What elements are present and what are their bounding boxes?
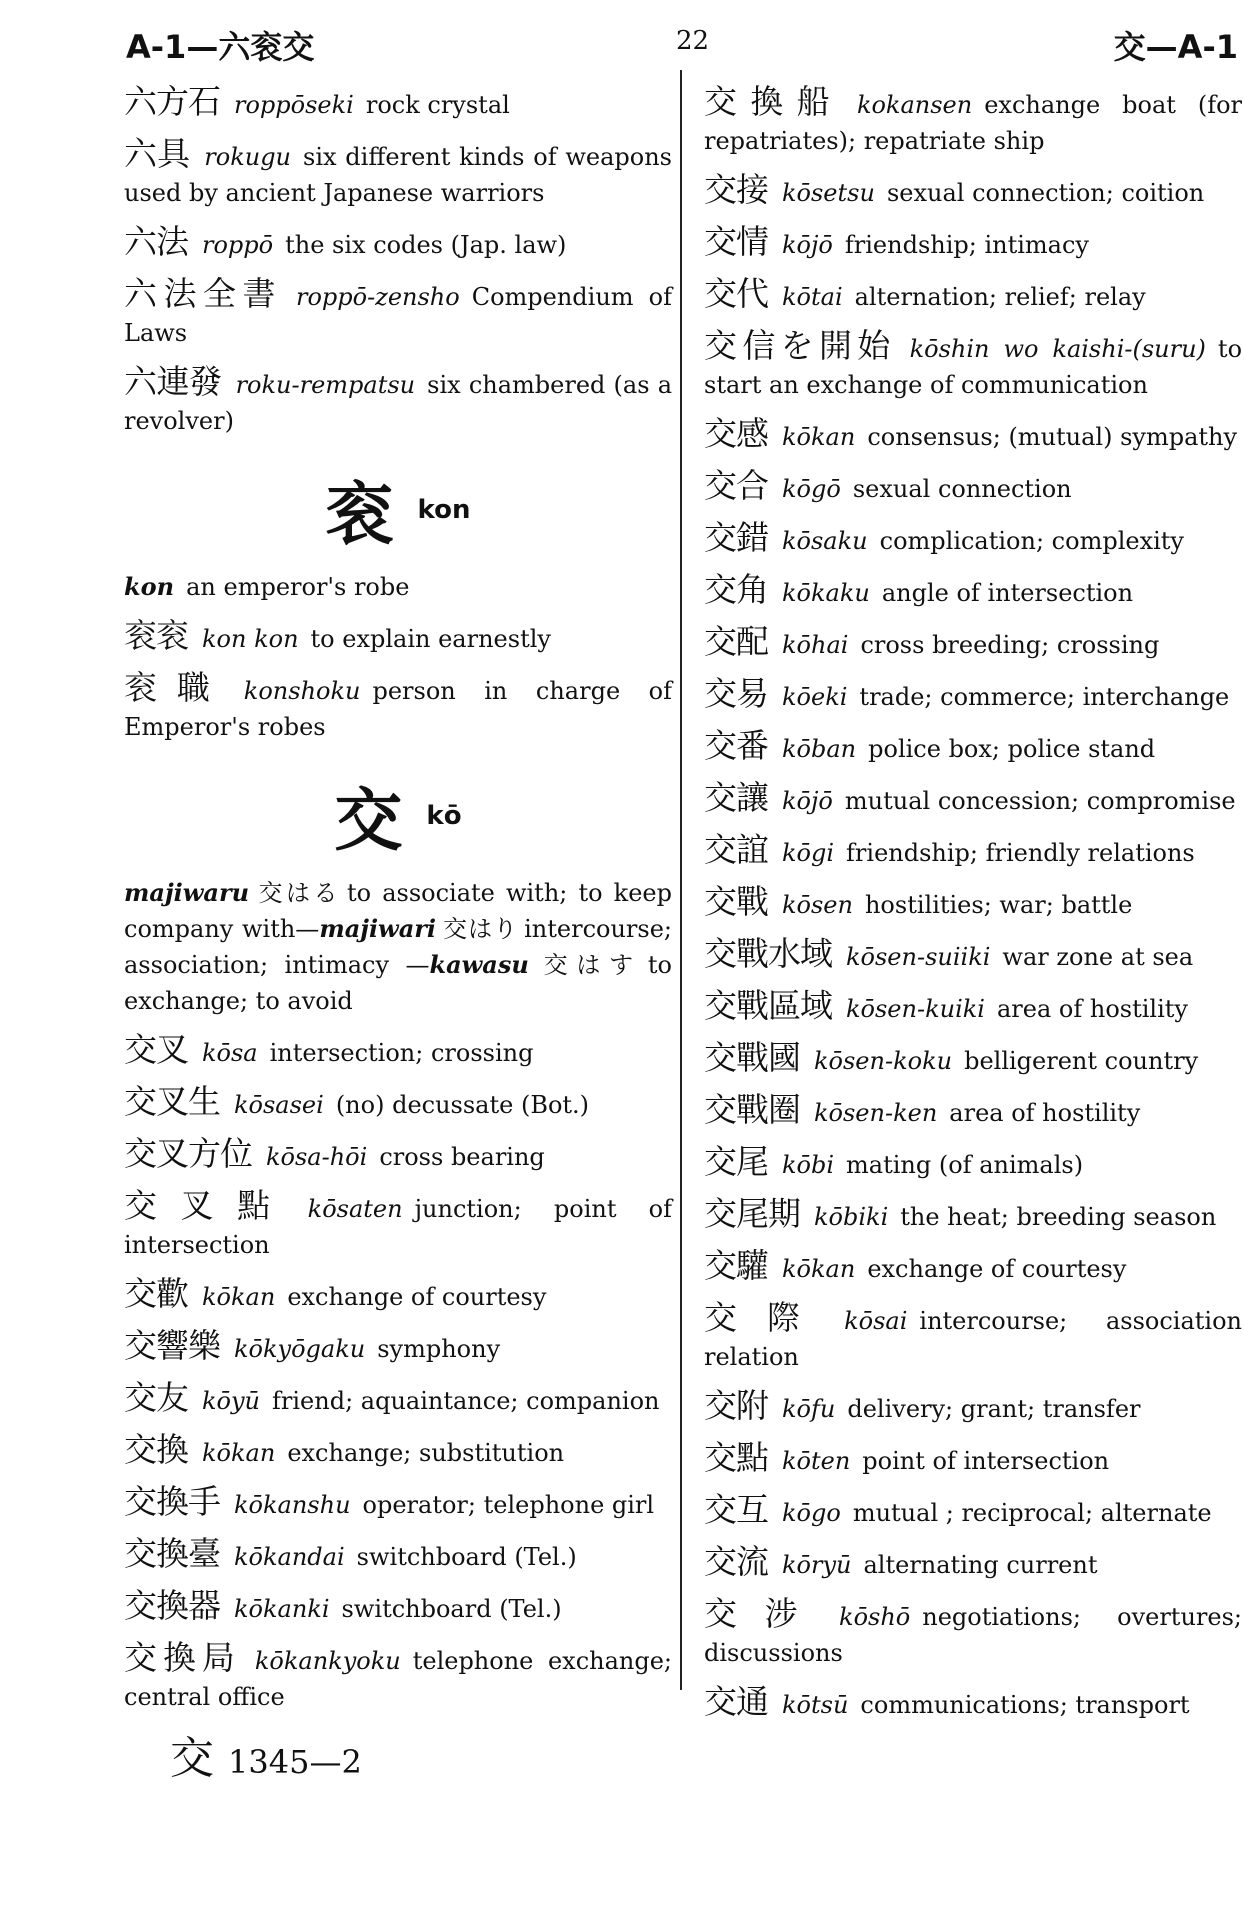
entry-head: 交驩	[704, 1246, 768, 1285]
entry	[704, 1300, 1242, 1375]
entry-romaji: kōjō	[782, 231, 833, 259]
entry	[124, 224, 672, 263]
page-footer	[170, 1722, 362, 1786]
entry-definition: to start an exchange of communication	[704, 335, 1243, 399]
entry-definition: friend; aquaintance; companion	[272, 1387, 660, 1415]
entry-head: 交點	[704, 1438, 768, 1477]
entry	[704, 1092, 1242, 1131]
entry-definition: delivery; grant; transfer	[847, 1395, 1141, 1423]
entry	[704, 84, 1242, 159]
intro-kana-2: 交はり	[442, 915, 519, 943]
intro-def-3: to exchange; to avoid	[124, 951, 672, 1015]
entry-romaji: kōyū	[202, 1387, 261, 1415]
entry-definition: intersection; crossing	[269, 1039, 534, 1067]
entry-romaji: kōsaten	[307, 1195, 403, 1223]
entry-head: 交戰區域	[704, 986, 832, 1025]
entry-definition: friendship; friendly relations	[846, 839, 1195, 867]
entry	[124, 618, 672, 657]
entry-definition: mutual ; reciprocal; alternate	[852, 1499, 1212, 1527]
entry	[124, 1032, 672, 1071]
entry-definition: area of hostility	[949, 1099, 1141, 1127]
entry	[704, 1596, 1242, 1671]
entry-definition: alternating current	[863, 1551, 1098, 1579]
entry-definition: mating (of animals)	[846, 1151, 1084, 1179]
entry-definition: operator; telephone girl	[362, 1491, 655, 1519]
entry-head: 交互	[704, 1490, 768, 1529]
entry-definition: (no) decussate (Bot.)	[335, 1091, 590, 1119]
entry-head: 六具	[124, 134, 191, 173]
entry	[704, 1196, 1242, 1235]
entry	[704, 416, 1242, 455]
entry-romaji: kōsa-hōi	[266, 1143, 368, 1171]
entry	[704, 1040, 1242, 1079]
entry	[124, 1432, 672, 1471]
entry-romaji: kon kon	[202, 625, 299, 653]
entry-romaji: kōten	[782, 1447, 851, 1475]
entry-definition: sexual connection; coition	[886, 179, 1205, 207]
entry	[704, 1492, 1242, 1531]
entry	[124, 136, 672, 211]
entry	[124, 1588, 672, 1627]
entry	[124, 276, 672, 351]
intro-kana-1: 交はる	[255, 879, 341, 907]
entry-head: 交叉方位	[124, 1134, 252, 1173]
entry-head: 交配	[704, 622, 768, 661]
entry	[704, 224, 1242, 263]
entry-definition: friendship; intimacy	[844, 231, 1089, 259]
entry-definition: trade; commerce; interchange	[859, 683, 1230, 711]
entry-definition: six different kinds of weapons used by ancient Japanese warriors	[124, 143, 672, 207]
entry	[124, 1536, 672, 1575]
entry-head: 交尾期	[704, 1194, 800, 1233]
entry-romaji: kōkaku	[782, 579, 870, 607]
entry-head: 交叉	[124, 1030, 188, 1069]
entry-head: 交讓	[704, 778, 768, 817]
entry	[704, 172, 1242, 211]
entry-definition: area of hostility	[996, 995, 1188, 1023]
entry-head: 交角	[704, 570, 768, 609]
entry-definition: belligerent country	[964, 1047, 1199, 1075]
entry	[704, 624, 1242, 663]
entry-definition: complication; complexity	[879, 527, 1184, 555]
entry-head: 交叉點	[124, 1186, 294, 1225]
entry-definition: intercourse; association relation	[704, 1307, 1242, 1371]
entry-head: 交信を開始	[704, 326, 896, 365]
entry-head: 交換	[124, 1430, 188, 1469]
entry-definition: to explain earnestly	[310, 625, 551, 653]
intro-def-2: intercourse; association; intimacy —	[124, 915, 672, 979]
entry	[704, 1144, 1242, 1183]
entry	[124, 1640, 672, 1715]
entry-romaji: kōfu	[782, 1395, 836, 1423]
entry	[124, 84, 672, 123]
kanji-heading-char: 衮	[325, 475, 394, 555]
entry-romaji: kōsasei	[234, 1091, 324, 1119]
entry-romaji: kōryū	[782, 1551, 852, 1579]
entry	[704, 1440, 1242, 1479]
entry-romaji: kōkan	[202, 1283, 276, 1311]
entry-head: 交換手	[124, 1482, 220, 1521]
entry-definition: person in charge of Emperor's robes	[124, 677, 673, 741]
intro-romaji-1: majiwaru	[124, 878, 250, 907]
entry-definition: angle of intersection	[881, 579, 1134, 607]
entry-romaji: kōkankyoku	[254, 1647, 401, 1675]
entry-definition: symphony	[377, 1335, 501, 1363]
entry	[704, 1544, 1242, 1583]
header-right: 交—A-1	[1113, 28, 1238, 66]
entry-head: 交際	[704, 1298, 831, 1337]
entry-romaji: kōshin wo kaishi-(suru)	[909, 335, 1206, 363]
entry	[704, 468, 1242, 507]
entry-romaji: kokansen	[856, 91, 973, 119]
entry-romaji: kōkandai	[234, 1543, 345, 1571]
entry	[124, 364, 672, 439]
entry-head: 交友	[124, 1378, 188, 1417]
entry-romaji: kōsetsu	[782, 179, 875, 207]
entry	[124, 1380, 672, 1419]
intro-romaji-3: kawasu	[429, 950, 529, 979]
entry	[704, 936, 1242, 975]
entry-romaji: kōbi	[782, 1151, 835, 1179]
entry-head: 交代	[704, 274, 768, 313]
entry	[704, 1684, 1242, 1723]
entry-definition: hostilities; war; battle	[864, 891, 1133, 919]
entry-head: 交換局	[124, 1638, 241, 1677]
entry-head: 交換臺	[124, 1534, 220, 1573]
intro-romaji-2: majiwari	[319, 914, 437, 943]
header-left: A-1—六衮交	[126, 28, 315, 66]
entry-romaji: rokugu	[204, 143, 292, 171]
entry-head: 六法	[124, 222, 188, 261]
entry-definition: cross breeding; crossing	[860, 631, 1160, 659]
entry-head: 交合	[704, 466, 768, 505]
entry-head: 交尾	[704, 1142, 768, 1181]
entry-romaji: kōtai	[782, 283, 843, 311]
entry-definition: war zone at sea	[1002, 943, 1194, 971]
entry-romaji: kōkan	[202, 1439, 276, 1467]
kanji-heading-reading: kon	[417, 494, 471, 525]
entry	[124, 1484, 672, 1523]
entry	[704, 1388, 1242, 1427]
entry-romaji: kōbiki	[814, 1203, 889, 1231]
entry-definition: rock crystal	[365, 91, 510, 119]
entry-head: 交響樂	[124, 1326, 220, 1365]
entry-head: 交戰圈	[704, 1090, 800, 1129]
entry-romaji: kōkanshu	[234, 1491, 351, 1519]
entry-head: 交番	[704, 726, 768, 765]
entry-head: 交易	[704, 674, 768, 713]
right-column	[704, 84, 1242, 1736]
entry	[704, 1248, 1242, 1287]
kanji-heading-char: 交	[334, 781, 403, 861]
entry-romaji: roppō-zensho	[295, 283, 460, 311]
entry-romaji: kōkan	[782, 1255, 856, 1283]
entry-head: 六方石	[124, 82, 220, 121]
entry-romaji: kōsen	[782, 891, 853, 919]
intro-kana-3: 交はす	[534, 951, 642, 979]
entry-head: 交歡	[124, 1274, 188, 1313]
entry	[124, 1136, 672, 1175]
entry	[704, 328, 1242, 403]
entry-romaji: roku-rempatsu	[235, 371, 416, 399]
entry-head: 交情	[704, 222, 768, 261]
entry	[704, 520, 1242, 559]
entry-romaji: roppōseki	[234, 91, 354, 119]
entry-romaji: kōkanki	[234, 1595, 330, 1623]
entry	[704, 276, 1242, 315]
entry-romaji: kōkan	[782, 423, 856, 451]
entry-definition: the heat; breeding season	[900, 1203, 1217, 1231]
entry-definition: switchboard (Tel.)	[356, 1543, 577, 1571]
entry	[124, 670, 672, 745]
entry	[704, 780, 1242, 819]
entry	[704, 884, 1242, 923]
entry	[704, 832, 1242, 871]
entry-definition: alternation; relief; relay	[854, 283, 1146, 311]
entry-head: 交戰國	[704, 1038, 800, 1077]
entry	[704, 728, 1242, 767]
entry-romaji: kōshō	[839, 1603, 911, 1631]
entry-romaji: kōkyōgaku	[234, 1335, 366, 1363]
entry-definition: cross bearing	[379, 1143, 545, 1171]
entry-definition: the six codes (Jap. law)	[285, 231, 567, 259]
entry	[124, 1276, 672, 1315]
entry-definition: exchange of courtesy	[287, 1283, 547, 1311]
kanji-heading-ko	[124, 767, 672, 861]
entry-head: 交錯	[704, 518, 768, 557]
entry-romaji: kōban	[782, 735, 857, 763]
entry	[124, 1084, 672, 1123]
kanji-heading-kon	[124, 461, 672, 555]
column-divider	[680, 70, 682, 1690]
entry-romaji: kōsaku	[782, 527, 868, 555]
entry-definition: exchange boat (for repatriates); repatriate ship	[704, 91, 1242, 155]
entry-definition: mutual concession; compromise	[844, 787, 1236, 815]
entry-definition: junction; point of intersection	[124, 1195, 672, 1259]
entry-romaji: kōsa	[202, 1039, 258, 1067]
entry-head: 六法全書	[124, 274, 282, 313]
entry-definition: communications; transport	[860, 1691, 1190, 1719]
entry	[124, 1188, 672, 1263]
kanji-heading-reading: kō	[426, 800, 462, 831]
entry-romaji: kōsen-suiiki	[846, 943, 991, 971]
entry-definition: an emperor's robe	[186, 573, 410, 601]
entry	[124, 1328, 672, 1367]
entry	[704, 676, 1242, 715]
entry-romaji: kōgo	[782, 1499, 841, 1527]
entry-head: 交通	[704, 1682, 768, 1721]
entry-head: 衮衮	[124, 616, 188, 655]
left-column	[124, 84, 672, 1728]
entry-definition: six chambered (as a revolver)	[124, 371, 673, 435]
intro-def-1: to associate with; to keep company with—	[124, 879, 672, 943]
entry	[704, 988, 1242, 1027]
entry-romaji: kōgō	[782, 475, 841, 503]
entry-definition: exchange; substitution	[287, 1439, 565, 1467]
entry-romaji: kōtsū	[782, 1691, 849, 1719]
entry-definition: police box; police stand	[868, 735, 1156, 763]
entry-head: 交感	[704, 414, 768, 453]
entry-romaji: kōsai	[844, 1307, 908, 1335]
entry-romaji: kōsen-ken	[814, 1099, 938, 1127]
entry-definition: point of intersection	[862, 1447, 1110, 1475]
entry-romaji: kōjō	[782, 787, 833, 815]
entry-romaji: kōhai	[782, 631, 849, 659]
entry-head: 交換船	[704, 82, 843, 121]
entry-head: 交戰	[704, 882, 768, 921]
entry-romaji: kōgi	[782, 839, 835, 867]
entry-romaji: kōsen-koku	[814, 1047, 953, 1075]
entry-romaji: konshoku	[243, 677, 361, 705]
entry-head: 衮職	[124, 668, 230, 707]
entry-romaji: kon	[124, 572, 175, 601]
entry-definition: telephone exchange; central office	[124, 1647, 673, 1711]
entry-head: 交叉生	[124, 1082, 220, 1121]
entry-definition: switchboard (Tel.)	[341, 1595, 562, 1623]
entry	[704, 572, 1242, 611]
entry-head: 交接	[704, 170, 768, 209]
page-header	[0, 18, 1244, 68]
entry-romaji: kōsen-kuiki	[846, 995, 985, 1023]
entry-head: 六連發	[124, 362, 222, 401]
entry-head: 交戰水域	[704, 934, 832, 973]
entry-definition: negotiations; overtures; discussions	[704, 1603, 1242, 1667]
entry-definition: Compendium of Laws	[124, 283, 673, 347]
footer-code: 1345—2	[228, 1743, 362, 1781]
footer-kanji: 交	[170, 1733, 214, 1784]
entry-head: 交誼	[704, 830, 768, 869]
entry-head: 交流	[704, 1542, 768, 1581]
kon-intro	[124, 569, 672, 605]
entry-head: 交附	[704, 1386, 768, 1425]
entry-definition: consensus; (mutual) sympathy	[867, 423, 1238, 451]
entry-definition: sexual connection	[852, 475, 1072, 503]
entry-definition: exchange of courtesy	[867, 1255, 1127, 1283]
entry-romaji: roppō	[202, 231, 274, 259]
ko-intro	[124, 875, 672, 1019]
entry-romaji: kōeki	[782, 683, 848, 711]
entry-head: 交換器	[124, 1586, 220, 1625]
entry-head: 交涉	[704, 1594, 826, 1633]
page-number: 22	[676, 26, 710, 56]
